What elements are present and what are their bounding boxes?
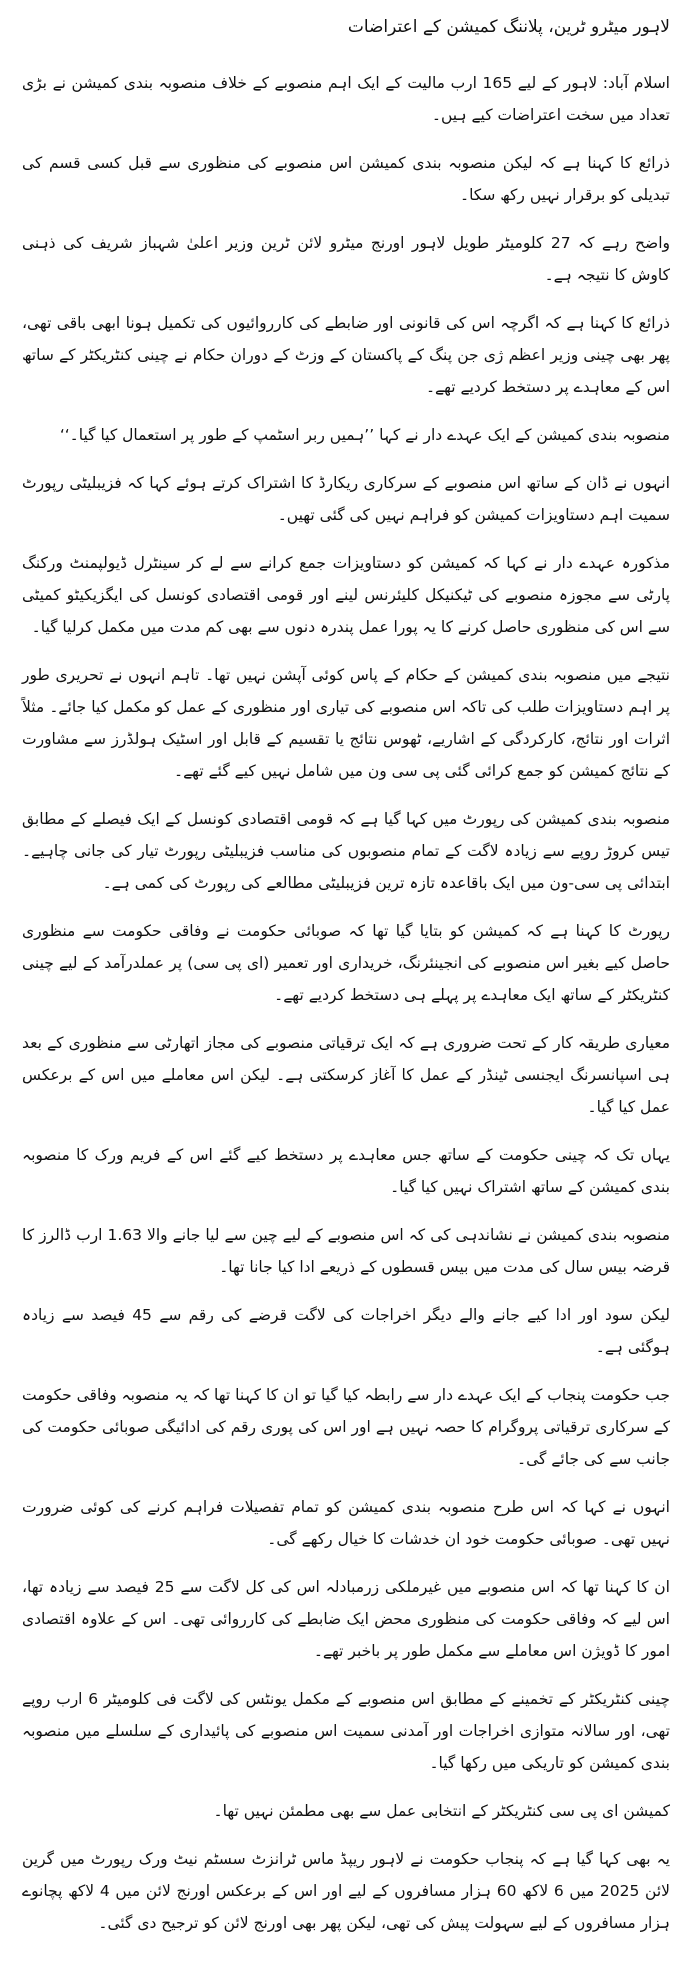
paragraph: یہ بھی کہا گیا ہے کہ پنجاب حکومت نے لاہور ریپڈ ماس ٹرانزٹ سسٹم نیٹ ورک رپورٹ میں گرین لائن 2025 میں 6 لاکھ 60 ہزار مسافروں کے لیے اور اس کے برعکس اورنج لائن میں 4 لاکھ پچانوے ہزار مسافروں کے لیے سہولت پیش کی تھی، لیکن پھر بھی اورنج لائن کو ترجیح دی گئی۔ <box>22 1850 670 1933</box>
paragraph: اسلام آباد: لاہور کے لیے 165 ارب مالیت کے ایک اہم منصوبے کے خلاف منصوبہ بندی کمیشن نے بڑی تعداد میں سخت اعتراضات کیے ہیں۔ <box>22 74 670 125</box>
paragraph: واضح رہے کہ 27 کلومیٹر طویل لاہور اورنج میٹرو لائن ٹرین وزیر اعلیٰ شہباز شریف کی ذہنی کاوش کا نتیجہ ہے۔ <box>22 234 670 285</box>
paragraph: منصوبہ بندی کمیشن نے نشاندہی کی کہ اس منصوبے کے لیے چین سے لیا جانے والا 1.63 ارب ڈالرز کا قرضہ بیس سال کی مدت میں بیس قسطوں کے ذریعے ادا کیا جانا تھا۔ <box>22 1226 670 1277</box>
paragraph: انہوں نے ڈان کے ساتھ اس منصوبے کے سرکاری ریکارڈ کا اشتراک کرتے ہوئے کہا کہ فزیبلیٹی رپورٹ سمیت اہم دستاویزات کمیشن کو فراہم نہیں کی گئی تھیں۔ <box>22 474 670 525</box>
paragraph: معیاری طریقہ کار کے تحت ضروری ہے کہ ایک ترقیاتی منصوبے کی مجاز اتھارٹی سے منظوری کے بعد ہی اسپانسرنگ ایجنسی ٹینڈر کے عمل کا آغاز کرسکتی ہے۔ لیکن اس معاملے میں اس کے برعکس عمل کیا گیا۔ <box>22 1034 670 1117</box>
article-title: لاہور میٹرو ٹرین، پلاننگ کمیشن کے اعتراضات <box>347 17 670 37</box>
paragraph: منصوبہ بندی کمیشن کی رپورٹ میں کہا گیا ہے کہ قومی اقتصادی کونسل کے ایک فیصلے کے مطابق تیس کروڑ روپے سے زیادہ لاگت کے تمام منصوبوں کی مناسب فزیبلیٹی رپورٹ تیار کی جانی چاہیے۔ ابتدائی پی سی-ون میں ایک باقاعدہ تازہ ترین فزیبلیٹی مطالعے کی رپورٹ کی کمی ہے۔ <box>22 810 670 893</box>
paragraph: کمیشن ای پی سی کنٹریکٹر کے انتخابی عمل سے بھی مطمئن نہیں تھا۔ <box>213 1802 670 1821</box>
article-body <box>22 67 670 1939</box>
paragraph: جب حکومت پنجاب کے ایک عہدے دار سے رابطہ کیا گیا تو ان کا کہنا تھا کہ یہ منصوبہ وفاقی حکومت کے سرکاری ترقیاتی پروگرام کا حصہ نہیں ہے اور اس کی پوری رقم کی ادائیگی صوبائی حکومت کی جانب سے کی جائے گی۔ <box>22 1386 670 1469</box>
paragraph: ان کا کہنا تھا کہ اس منصوبے میں غیرملکی زرمبادلہ اس کی کل لاگت سے 25 فیصد سے زیادہ تھا، اس لیے کہ وفاقی حکومت کی منظوری محض ایک ضابطے کی کارروائی تھی۔ اس کے علاوہ اقتصادی امور کا ڈویژن اس معاملے سے مکمل طور پر باخبر تھے۔ <box>22 1578 670 1661</box>
paragraph: یہاں تک کہ چینی حکومت کے ساتھ جس معاہدے پر دستخط کیے گئے اس کے فریم ورک کا منصوبہ بندی کمیشن کے ساتھ اشتراک نہیں کیا گیا۔ <box>22 1146 670 1197</box>
paragraph: ذرائع کا کہنا ہے کہ اگرچہ اس کی قانونی اور ضابطے کی کارروائیوں کی تکمیل ہونا ابھی باقی تھی، پھر بھی چینی وزیر اعظم ژی جن پنگ کے پاکستان کے وزٹ کے دوران حکام نے چینی کنٹریکٹر کے ساتھ اس کے معاہدے پر دستخط کردیے تھے۔ <box>22 314 670 397</box>
paragraph: ذرائع کا کہنا ہے کہ لیکن منصوبہ بندی کمیشن اس منصوبے کی منظوری سے قبل کسی قسم کی تبدیلی کو برقرار نہیں رکھ سکا۔ <box>22 154 670 205</box>
paragraph: منصوبہ بندی کمیشن کے ایک عہدے دار نے کہا ’’ہمیں ربر اسٹمپ کے طور پر استعمال کیا گیا۔‘‘ <box>59 426 670 445</box>
paragraph: لیکن سود اور ادا کیے جانے والے دیگر اخراجات کی لاگت قرضے کی رقم سے 45 فیصد سے زیادہ ہوگئی ہے۔ <box>22 1306 670 1357</box>
paragraph: رپورٹ کا کہنا ہے کہ کمیشن کو بتایا گیا تھا کہ صوبائی حکومت نے وفاقی حکومت سے منظوری حاصل کیے بغیر اس منصوبے کی انجینئرنگ، خریداری اور تعمیر (ای پی سی) پر عملدرآمد کے لیے چینی کنٹریکٹر کے ساتھ ایک معاہدے پر پہلے ہی دستخط کردیے تھے۔ <box>22 922 670 1005</box>
paragraph: انہوں نے کہا کہ اس طرح منصوبہ بندی کمیشن کو تمام تفصیلات فراہم کرنے کی کوئی ضرورت نہیں تھی۔ صوبائی حکومت خود ان خدشات کا خیال رکھے گی۔ <box>22 1498 670 1549</box>
paragraph: مذکورہ عہدے دار نے کہا کہ کمیشن کو دستاویزات جمع کرانے سے لے کر سینٹرل ڈیولپمنٹ ورکنگ پارٹی سے مجوزہ منصوبے کی ٹیکنیکل کلیئرنس لینے اور قومی اقتصادی کونسل کی ایگزیکیٹو کمیٹی سے اس کی منظوری حاصل کرنے کا یہ پورا عمل پندرہ دنوں سے بھی کم مدت میں مکمل کرلیا گیا۔ <box>22 554 670 637</box>
paragraph: چینی کنٹریکٹر کے تخمینے کے مطابق اس منصوبے کے مکمل یونٹس کی لاگت فی کلومیٹر 6 ارب روپے تھی، اور سالانہ متوازی اخراجات اور آمدنی سمیت اس منصوبے کی پائیداری کے سلسلے میں منصوبہ بندی کمیشن کو تاریکی میں رکھا گیا۔ <box>22 1690 670 1773</box>
paragraph: نتیجے میں منصوبہ بندی کمیشن کے حکام کے پاس کوئی آپشن نہیں تھا۔ تاہم انہوں نے تحریری طور پر اہم دستاویزات طلب کی تاکہ اس منصوبے کی تیاری اور منظوری کے عمل کو مکمل کیا جائے۔ مثلاً اثرات اور نتائج، کارکردگی کے اشاریے، ٹھوس نتائج یا تقسیم کے قابل اور اسٹیک ہولڈرز سے مشاورت کے نتائج کمیشن کو جمع کرائی گئی پی سی ون میں شامل نہیں کیے گئے تھے۔ <box>22 666 670 781</box>
